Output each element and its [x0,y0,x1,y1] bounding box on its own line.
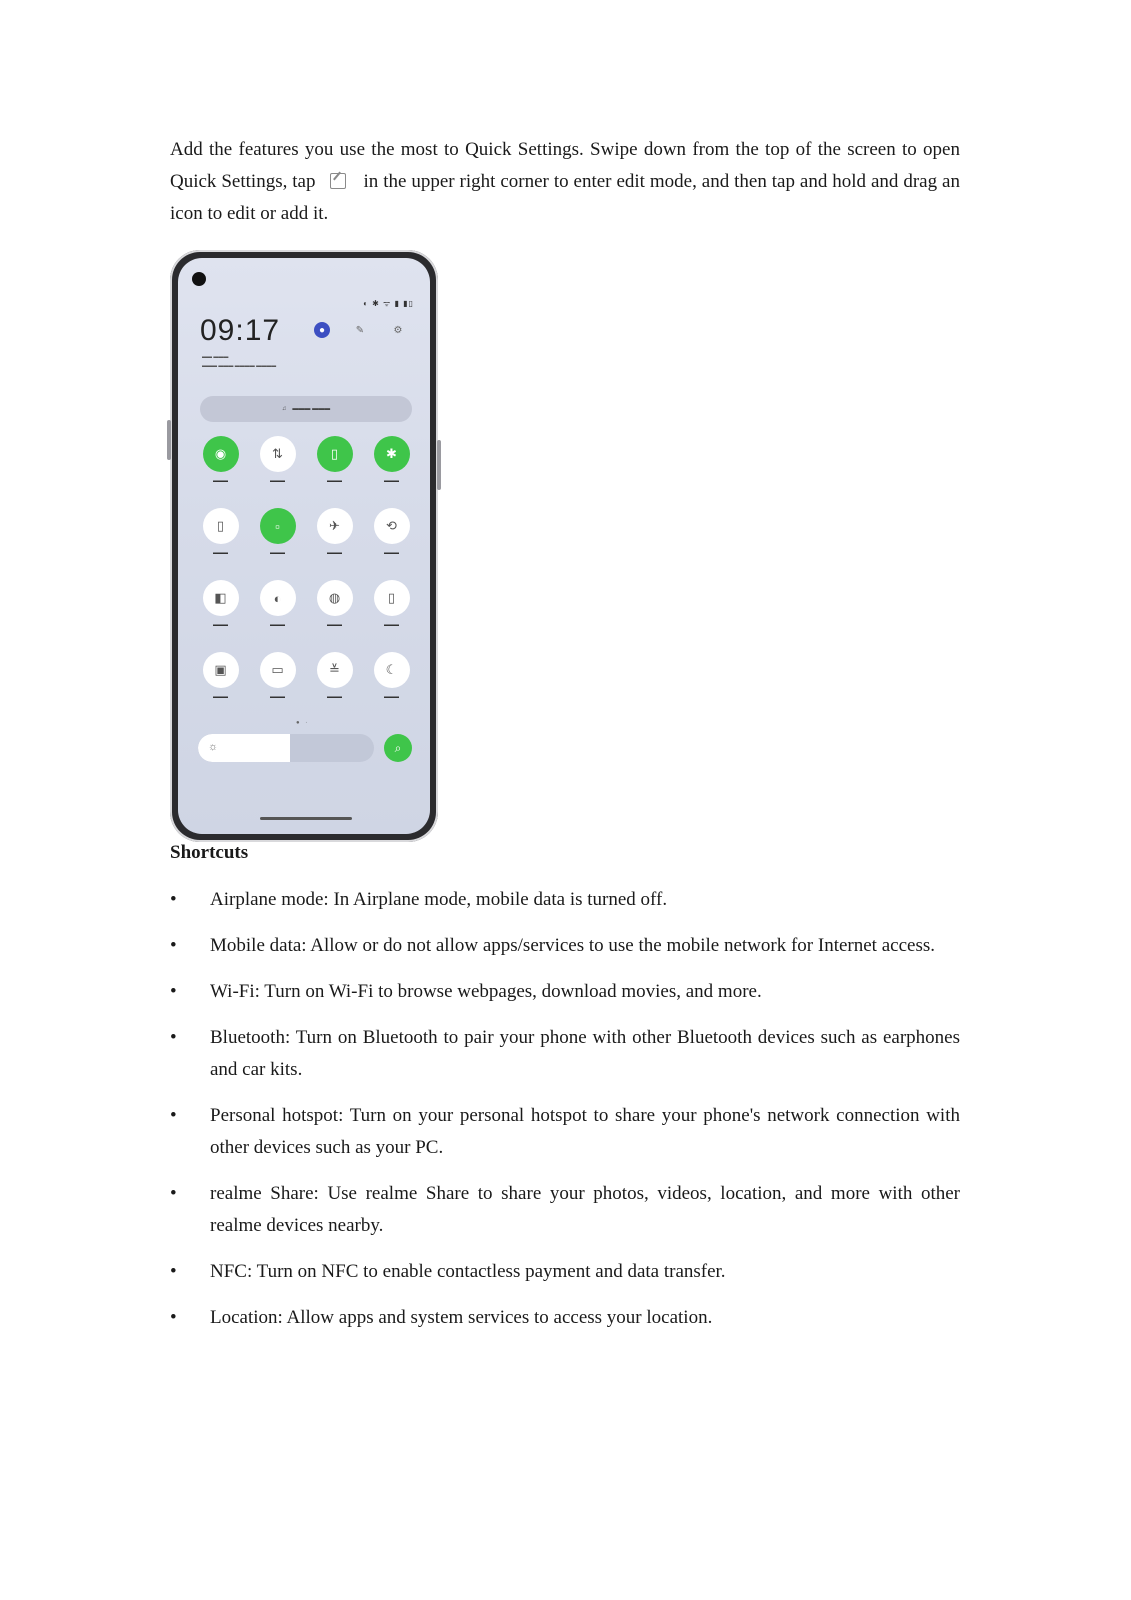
tile-label: ▬▬▬ [384,694,399,700]
list-item [170,1178,960,1242]
tile-label: ▬▬▬ [270,478,285,484]
tile-label: ▬▬▬ [213,622,228,628]
usage-line: ▬▬▬ ▬▬▬ ▬▬▬▬ ▬▬▬▬ [202,363,277,369]
list-item-text: Personal hotspot: Turn on your personal hotspot to share your phone's network connection with other devices such as your PC. [210,1105,960,1158]
flashlight-icon: ▯ [203,508,239,544]
list-item [170,1256,960,1288]
list-item [170,1022,960,1086]
list-item [170,1302,960,1334]
intro-paragraph [170,134,960,230]
bullet-mark: • [170,1105,177,1126]
quick-settings-tile[interactable] [306,580,363,642]
tile-label: ▬▬▬ [213,550,228,556]
page-indicator: ● · [296,720,310,726]
list-item-text: Location: Allow apps and system services to access your location. [210,1307,713,1328]
search-button[interactable] [384,734,412,762]
quick-settings-screen [178,258,430,834]
tile-label: ▬▬▬ [327,622,342,628]
list-item-text: Mobile data: Allow or do not allow apps/services to use the mobile network for Internet access. [210,935,935,956]
quick-settings-tile[interactable] [249,652,306,714]
bullet-mark: • [170,981,177,1002]
brightness-slider[interactable] [198,734,374,762]
tile-label: ▬▬▬ [213,694,228,700]
list-item [170,976,960,1008]
tile-label: ▬▬▬ [327,478,342,484]
date-line: ▬▬ ▬▬▬ [202,354,229,360]
volume-button [167,420,171,460]
personal-hotspot-icon: ≚ [317,652,353,688]
quick-settings-tile[interactable] [306,652,363,714]
list-item [170,930,960,962]
quick-settings-tile[interactable] [192,580,249,642]
quick-settings-tile[interactable] [363,580,420,642]
quick-settings-tile[interactable] [249,580,306,642]
media-output-label: ▬▬▬ ▬▬▬ [292,406,331,412]
quick-settings-tile[interactable] [249,436,306,498]
bullet-mark: • [170,1183,177,1204]
phone-screenshot [170,250,438,842]
quick-settings-grid [192,436,420,714]
list-item-text: Wi-Fi: Turn on Wi-Fi to browse webpages, download movies, and more. [210,981,762,1002]
intro-text-before: Add the features you use the most to Quick Settings. Swipe down from the top of the screen to open Quick Settings, tap [170,139,960,192]
bullet-mark: • [170,1027,177,1048]
vision-engine-icon: ◧ [203,580,239,616]
eye-comfort-icon: ◍ [317,580,353,616]
bullet-mark: • [170,1307,177,1328]
tile-label: ▬▬▬ [327,694,342,700]
tile-label: ▬▬▬ [384,622,399,628]
tile-label: ▬▬▬ [270,694,285,700]
header-icons [314,322,406,338]
bluetooth-icon: ✱ [374,436,410,472]
bullet-mark: • [170,889,177,910]
mobile-data-icon: ⇅ [260,436,296,472]
quick-settings-tile[interactable] [306,436,363,498]
list-item-text: Airplane mode: In Airplane mode, mobile data is turned off. [210,889,668,910]
bullet-mark: • [170,1261,177,1282]
front-camera [192,272,206,286]
section-title: Shortcuts [170,842,249,863]
quick-settings-tile[interactable] [192,436,249,498]
status-bar-icons: ◐ ✱ ᯤ ▮ ▮▯ [363,299,414,308]
list-item [170,884,960,916]
bullet-mark: • [170,935,177,956]
tile-label: ▬▬▬ [270,550,285,556]
power-saving-icon: ▯ [374,580,410,616]
shortcuts-list [170,884,960,1348]
quick-settings-tile[interactable] [249,508,306,570]
screenshot-icon: ▣ [203,652,239,688]
vibrate-icon: ▯ [317,436,353,472]
user-icon[interactable]: ● [314,322,330,338]
dark-mode-icon: ◐ [260,580,296,616]
settings-gear-icon[interactable]: ⚙ [393,324,403,336]
media-output-bar[interactable] [200,396,412,422]
list-item-text: NFC: Turn on NFC to enable contactless payment and data transfer. [210,1261,726,1282]
tile-label: ▬▬▬ [213,478,228,484]
quick-settings-tile[interactable] [192,652,249,714]
quick-settings-tile[interactable] [192,508,249,570]
location-icon: ▫ [260,508,296,544]
tile-label: ▬▬▬ [327,550,342,556]
home-indicator [260,817,352,820]
airplane-icon: ✈ [317,508,353,544]
intro-text-after: in the upper right corner to enter edit mode, and then tap and hold and drag an icon to edit or add it. [170,171,960,224]
quick-settings-tile[interactable] [363,508,420,570]
brightness-icon: ☼ [208,741,219,753]
clock: 09:17 [200,314,281,347]
list-item-text: realme Share: Use realme Share to share your photos, videos, location, and more with other realme devices nearby. [210,1183,960,1236]
do-not-disturb-icon: ☾ [374,652,410,688]
power-button [437,440,441,490]
screen-recording-icon: ▭ [260,652,296,688]
intro-block [170,134,960,230]
auto-rotate-icon: ⟲ [374,508,410,544]
wifi-icon: ◉ [203,436,239,472]
tile-label: ▬▬▬ [270,622,285,628]
edit-icon [330,173,346,189]
search-icon: ⌕ [394,740,402,755]
quick-settings-tile[interactable] [363,436,420,498]
tile-label: ▬▬▬ [384,550,399,556]
media-output-icon: ♫ [281,406,287,412]
tile-label: ▬▬▬ [384,478,399,484]
list-item-text: Bluetooth: Turn on Bluetooth to pair your phone with other Bluetooth devices such as earphones and car kits. [210,1027,960,1080]
list-item [170,1100,960,1164]
edit-icon[interactable]: ✎ [355,324,365,336]
quick-settings-tile[interactable] [363,652,420,714]
quick-settings-tile[interactable] [306,508,363,570]
